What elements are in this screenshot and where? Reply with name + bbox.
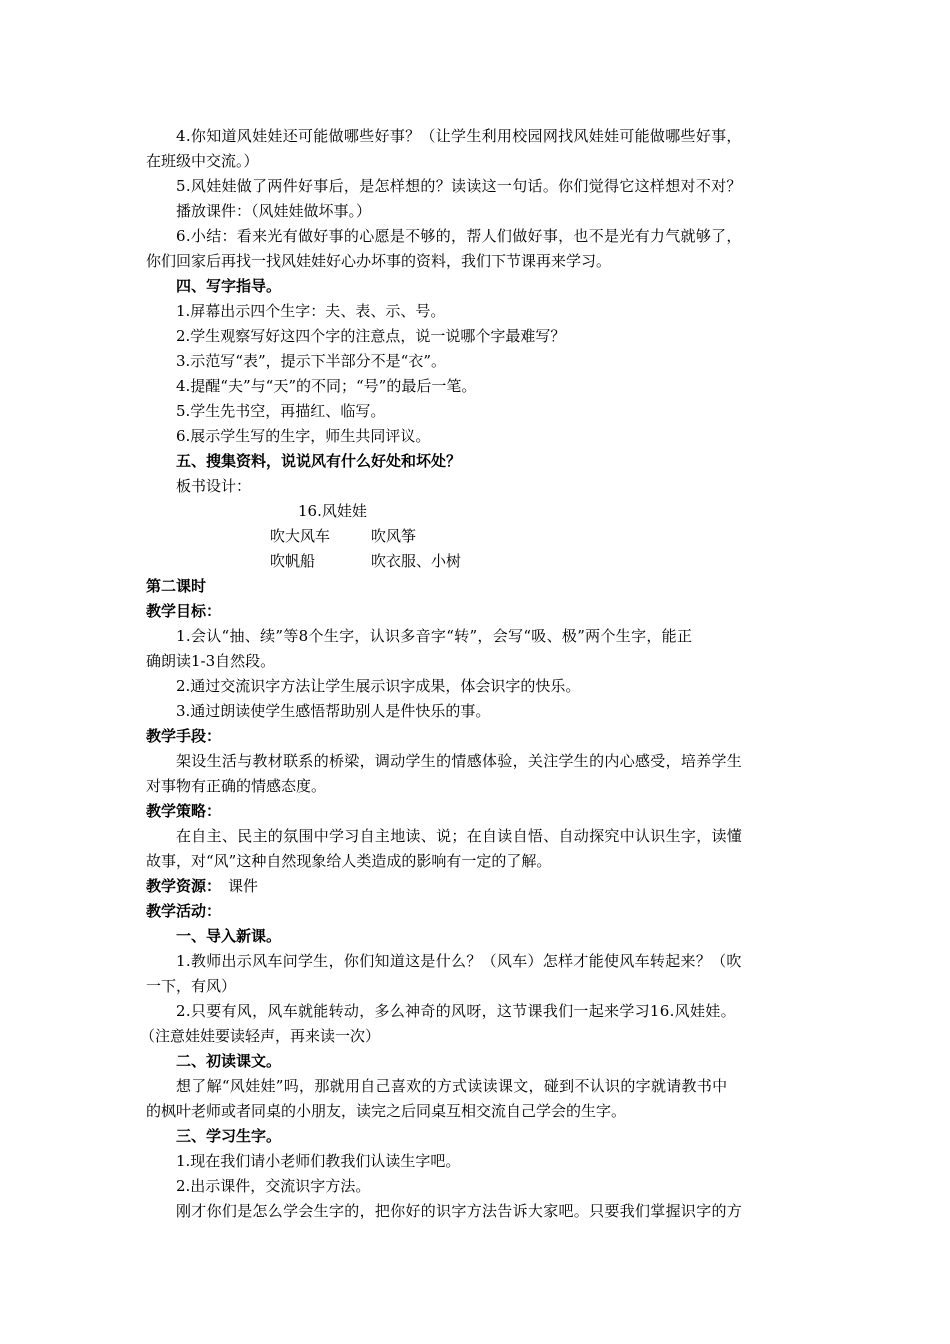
text-line: 课件	[228, 877, 259, 895]
text-line: 想了解“风娃娃”吗，那就用自己喜欢的方式读读课文，碰到不认识的字就请教书中	[176, 1077, 728, 1095]
section-heading: 四、写字指导。	[176, 277, 282, 295]
text-line: 3.通过朗读使学生感悟帮助别人是件快乐的事。	[176, 702, 491, 720]
section-heading: 五、搜集资料，说说风有什么好处和坏处？	[176, 452, 462, 470]
section-heading: 一、导入新课。	[176, 927, 282, 945]
board-title: 16.风娃娃	[298, 502, 367, 520]
text-line: 6.展示学生写的生字，师生共同评议。	[176, 427, 431, 445]
text-line: 5.风娃娃做了两件好事后，是怎样想的？读读这一句话。你们觉得它这样想对不对？	[176, 177, 742, 195]
text-line: 6.小结：看来光有做好事的心愿是不够的，帮人们做好事，也不是光有力气就够了，	[176, 227, 742, 245]
section-heading: 教学活动：	[146, 902, 222, 920]
text-line: 2.学生观察写好这四个字的注意点，说一说哪个字最难写？	[176, 327, 566, 345]
text-line: 的枫叶老师或者同桌的小朋友，读完之后同桌互相交流自己学会的生字。	[146, 1102, 627, 1120]
section-heading: 教学资源：	[146, 877, 222, 895]
board-item: 吹衣服、小树	[371, 552, 462, 570]
text-line: 刚才你们是怎么学会生字的，把你好的识字方法告诉大家吧。只要我们掌握识字的方	[176, 1202, 743, 1220]
section-heading: 第二课时	[146, 577, 207, 595]
section-heading: 教学目标：	[146, 602, 222, 620]
text-line: 3.示范写“表”，提示下半部分不是“衣”。	[176, 352, 446, 370]
text-line: 你们回家后再找一找风娃娃好心办坏事的资料，我们下节课再来学习。	[146, 252, 612, 270]
text-line: 架设生活与教材联系的桥梁，调动学生的情感体验，关注学生的内心感受，培养学生	[176, 752, 743, 770]
text-line: 一下，有风）	[146, 977, 237, 995]
section-heading: 教学策略：	[146, 802, 222, 820]
text-line: 播放课件：（风娃娃做坏事。）	[176, 202, 372, 220]
text-line: 板书设计：	[176, 477, 252, 495]
text-line: 5.学生先书空，再描红、临写。	[176, 402, 386, 420]
text-line: 4.你知道风娃娃还可能做哪些好事？（让学生利用校园网找风娃娃可能做哪些好事，	[176, 127, 742, 145]
text-line: 2.通过交流识字方法让学生展示识字成果，体会识字的快乐。	[176, 677, 581, 695]
text-line: 1.教师出示风车问学生，你们知道这是什么？（风车）怎样才能使风车转起来？（吹	[176, 952, 742, 970]
text-line: 2.出示课件，交流识字方法。	[176, 1177, 371, 1195]
section-heading: 二、初读课文。	[176, 1052, 282, 1070]
text-line: 1.屏幕出示四个生字：夫、表、示、号。	[176, 302, 446, 320]
text-line: 1.现在我们请小老师们教我们认读生字吧。	[176, 1152, 461, 1170]
section-heading: 教学手段：	[146, 727, 222, 745]
text-line: 2.只要有风，风车就能转动，多么神奇的风呀，这节课我们一起来学习16.风娃娃。	[176, 1002, 736, 1020]
text-line: （注意娃娃要读轻声，再来读一次）	[140, 1027, 381, 1045]
board-item: 吹风筝	[371, 527, 417, 545]
board-item: 吹大风车	[270, 527, 331, 545]
text-line: 故事，对“风”这种自然现象给人类造成的影响有一定的了解。	[146, 852, 552, 870]
text-line: 对事物有正确的情感态度。	[146, 777, 327, 795]
text-line: 4.提醒“夫”与“天”的不同；“号”的最后一笔。	[176, 377, 477, 395]
text-line: 1.会认“抽、续”等8个生字，认识多音字“转”，会写“吸、极”两个生字，能正	[176, 627, 693, 645]
text-line: 在自主、民主的氛围中学习自主地读、说；在自读自悟、自动探究中认识生字，读懂	[176, 827, 743, 845]
section-heading: 三、学习生字。	[176, 1127, 282, 1145]
text-line: 确朗读1-3自然段。	[146, 652, 276, 670]
text-line: 在班级中交流。）	[146, 152, 259, 170]
board-item: 吹帆船	[270, 552, 316, 570]
